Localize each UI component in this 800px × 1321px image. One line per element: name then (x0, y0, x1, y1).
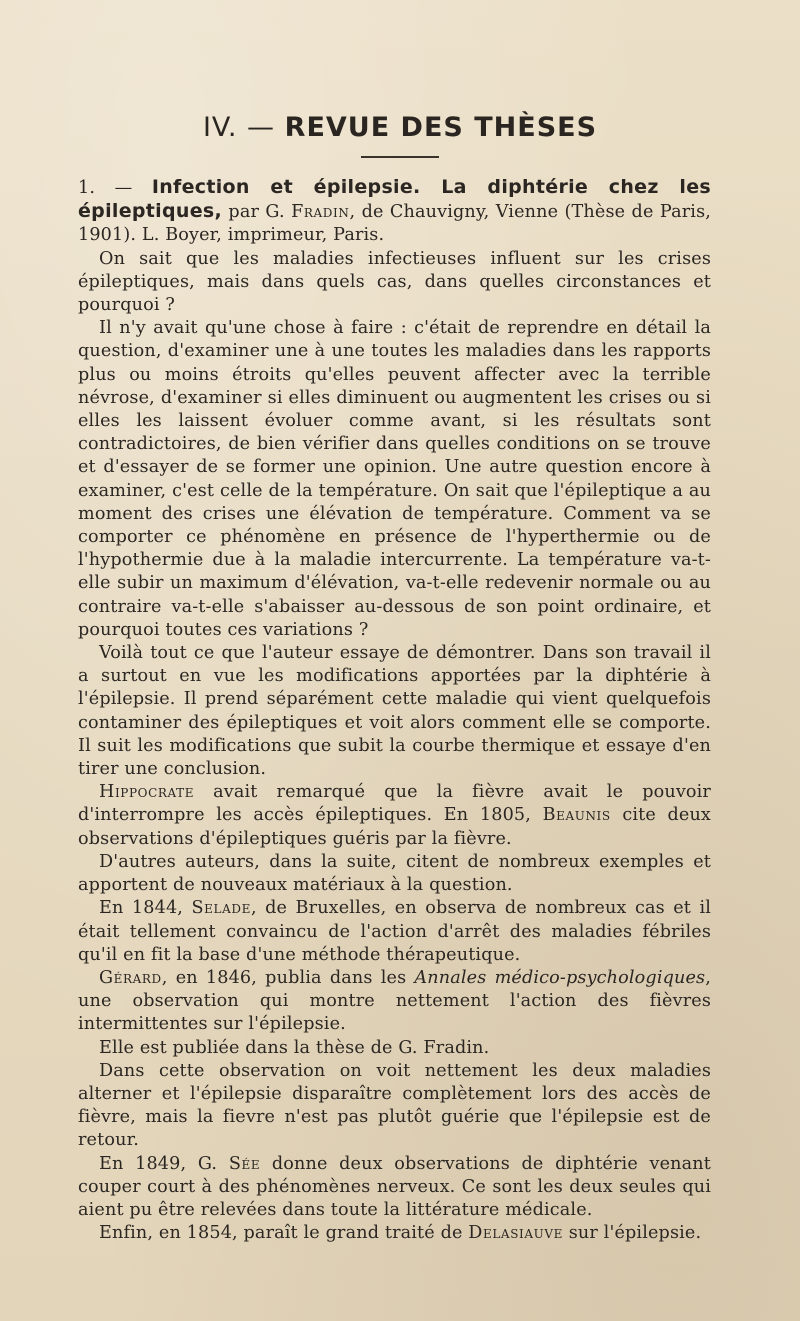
paragraph-9: Dans cette observation on voit nettement les deux maladies alterner et l'épilepsie disparaître complètement lors des accès de fièvre, mais la fievre n'est pas plutôt guérie que l'épilepsie est de retour. (78, 1060, 711, 1151)
paragraph-7-text-2: , une observation qui montre nettement l'action des fièvres intermittentes sur l'épilepsie. (78, 967, 711, 1035)
paragraph-6-text-2: , de Bruxelles, en observa de nombreux cas et il était tellement convaincu de l'action d'arrêt des maladies fébriles qu'il en fit la base d'une méthode thérapeutique. (78, 898, 711, 965)
title-rule (361, 156, 439, 158)
person-hippocrate: Hippocrate (99, 782, 195, 803)
citation-post: , de Chauvigny, Vienne (Thèse de Paris, 1901). L. Boyer, imprimeur, Paris. (78, 202, 711, 246)
paragraph-4-text-2: cite deux observations d'épileptiques guéris par la fièvre. (78, 805, 712, 849)
paragraph-10-text-1: En 1849, G. (99, 1153, 229, 1174)
person-gerard: Gérard (99, 967, 162, 988)
paragraph-10-text-2: donne deux observations de diphtérie venant couper court à des phénomènes nerveux. Ce sont les deux seules qui aient pu être relevées dans toute la littérature médicale. (78, 1153, 711, 1220)
journal-title: Annales médico-psychologiques (414, 967, 706, 988)
section-title: REVUE DES THÈSES (284, 112, 598, 143)
entry-number: 1. — (78, 178, 133, 198)
paragraph-11 (78, 1222, 711, 1245)
paragraph-4 (78, 781, 711, 851)
paragraph-7-text-1: , en 1846, publia dans les (161, 967, 415, 988)
person-see: Sée (228, 1153, 261, 1174)
author-name: Fradin (291, 202, 350, 223)
paragraph-6 (78, 897, 711, 967)
entry-title: Infection et épilepsie. La diphtérie chez les épileptiques, (78, 176, 711, 223)
section-heading (0, 112, 800, 143)
paragraph-11-text-1: Enfin, en 1854, paraît le grand traité de (99, 1223, 469, 1244)
thesis-entry (78, 176, 711, 248)
paragraph-7 (78, 967, 711, 1037)
paragraph-2: Il n'y avait qu'une chose à faire : c'était de reprendre en détail la question, d'examiner une à une toutes les maladies dans les rapports plus ou moins étroits qu'elles peuvent affecter avec la terrible névrose, d'examiner si elles diminuent ou augmentent les crises ou si elles les laissent évoluer comme avant, si les résultats sont contradictoires, de bien vérifier dans quelles conditions on se trouve et d'essayer de se former une opinion. Une autre question encore à examiner, c'est celle de la température. On sait que l'épileptique a au moment des crises une élévation de température. Comment va se comporter ce phénomène en présence de l'hyperthermie ou de l'hypothermie due à la maladie intercurrente. La température va-t-elle subir un maximum d'élévation, va-t-elle redevenir normale ou au contraire va-t-elle s'abaisser au-dessous de son point ordinaire, et pourquoi toutes ces variations ? (78, 318, 711, 640)
paragraph-11-text-2: sur l'épilepsie. (562, 1223, 702, 1244)
person-selade: Selade (191, 898, 251, 919)
section-number: IV. — (202, 112, 276, 143)
paragraph-1: On sait que les maladies infectieuses influent sur les crises épileptiques, mais dans quels cas, dans quelles circonstances et pourquoi ? (78, 248, 711, 316)
paragraph-6-text-1: En 1844, (99, 898, 192, 919)
paragraph-10 (78, 1153, 711, 1223)
paragraph-8: Elle est publiée dans la thèse de G. Fradin. (99, 1037, 490, 1058)
person-beaunis: Beaunis (542, 805, 611, 826)
citation-pre: par G. (228, 202, 285, 223)
person-delasiauve: Delasiauve (468, 1223, 563, 1244)
paragraph-3: Voilà tout ce que l'auteur essaye de démontrer. Dans son travail il a surtout en vue les modifications apportées par la diphtérie à l'épilepsie. Il prend séparément cette maladie qui vient quelquefois contaminer des épileptiques et voit alors comment elle se comporte. Il suit les modifications que subit la courbe thermique et essaye d'en tirer une conclusion. (78, 643, 711, 780)
article-body (78, 176, 711, 1245)
paragraph-5: D'autres auteurs, dans la suite, citent de nombreux exemples et apportent de nouveaux matériaux à la question. (78, 851, 711, 896)
paragraph-4-text-1: avait remarqué que la fièvre avait le pouvoir d'interrompre les accès épileptiques. En 1805, (78, 782, 711, 826)
